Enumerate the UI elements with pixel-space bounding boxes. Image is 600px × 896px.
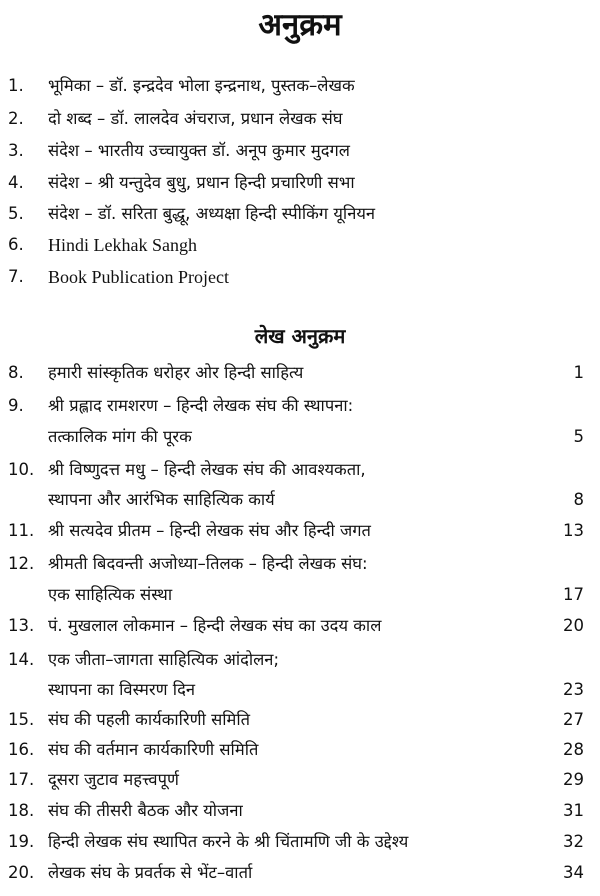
item-title: हिन्दी लेखक संघ स्थापित करने के श्री चिंतामणि जी के उद्देश्य: [48, 832, 409, 851]
item-number: 6.: [8, 235, 24, 254]
item-number: 7.: [8, 267, 24, 286]
page-number: 5: [573, 427, 584, 446]
toc-article-continuation: [48, 425, 584, 449]
item-number: 1.: [8, 76, 24, 95]
item-title: दूसरा जुटाव महत्त्वपूर्ण: [48, 770, 179, 789]
item-number: 17.: [8, 770, 35, 789]
page-title: अनुक्रम: [258, 7, 342, 43]
page-number: 31: [563, 801, 584, 820]
item-number: 9.: [8, 396, 24, 415]
item-title: एक जीता–जागता साहित्यिक आंदोलन;: [48, 650, 280, 669]
toc-article-continuation: [48, 583, 584, 607]
page-number: 27: [563, 710, 584, 729]
item-number: 13.: [8, 616, 35, 635]
item-number: 2.: [8, 109, 24, 128]
item-title-continued: स्थापना और आरंभिक साहित्यिक कार्य: [48, 490, 275, 509]
page-number: 1: [573, 363, 584, 382]
page-number: 28: [563, 740, 584, 759]
item-number: 15.: [8, 710, 35, 729]
item-title: श्री प्रह्लाद रामशरण – हिन्दी लेखक संघ की स्थापना:: [48, 396, 354, 415]
item-number: 11.: [8, 521, 35, 540]
item-title: पं. मुखलाल लोकमान – हिन्दी लेखक संघ का उदय काल: [48, 616, 382, 635]
page-number: 20: [563, 616, 584, 635]
page-number: 34: [563, 863, 584, 882]
item-number: 18.: [8, 801, 35, 820]
item-number: 10.: [8, 460, 35, 479]
item-title: लेखक संघ के प्रवर्तक से भेंट–वार्ता: [48, 863, 253, 882]
toc-article-continuation: [48, 678, 584, 702]
item-text: संदेश – डॉ. सरिता बुद्धू, अध्यक्षा हिन्दी स्पीकिंग यूनियन: [48, 204, 376, 223]
item-title: संघ की तीसरी बैठक और योजना: [48, 801, 243, 820]
item-title: श्री सत्यदेव प्रीतम – हिन्दी लेखक संघ और हिन्दी जगत: [48, 521, 371, 540]
item-number: 8.: [8, 363, 24, 382]
item-number: 12.: [8, 554, 35, 573]
item-text: Hindi Lekhak Sangh: [48, 235, 197, 255]
item-number: 5.: [8, 204, 24, 223]
item-text: संदेश – भारतीय उच्चायुक्त डॉ. अनूप कुमार मुदगल: [48, 141, 350, 160]
toc-article-continuation: [48, 488, 584, 512]
page-number: 29: [563, 770, 584, 789]
item-number: 3.: [8, 141, 24, 160]
page-number: 23: [563, 680, 584, 699]
page-number: 13: [563, 521, 584, 540]
item-number: 19.: [8, 832, 35, 851]
item-number: 16.: [8, 740, 35, 759]
page-number: 17: [563, 585, 584, 604]
item-title: संघ की पहली कार्यकारिणी समिति: [48, 710, 251, 729]
item-title: श्री विष्णुदत्त मधु – हिन्दी लेखक संघ की आवश्यकता,: [48, 460, 366, 479]
item-text: Book Publication Project: [48, 267, 229, 287]
item-number: 4.: [8, 173, 24, 192]
item-text: संदेश – श्री यन्तुदेव बुधु, प्रधान हिन्दी प्रचारिणी सभा: [48, 173, 355, 192]
item-title-continued: तत्कालिक मांग की पूरक: [48, 427, 192, 446]
item-title: श्रीमती बिदवन्ती अजोध्या–तिलक – हिन्दी लेखक संघ:: [48, 554, 368, 573]
page-number: 8: [573, 490, 584, 509]
item-title-continued: एक साहित्यिक संस्था: [48, 585, 173, 604]
item-number: 20.: [8, 863, 35, 882]
item-number: 14.: [8, 650, 35, 669]
item-title-continued: स्थापना का विस्मरण दिन: [48, 680, 195, 699]
item-title: हमारी सांस्कृतिक धरोहर ओर हिन्दी साहित्य: [48, 363, 304, 382]
section-title: लेख अनुक्रम: [254, 324, 346, 348]
page-number: 32: [563, 832, 584, 851]
item-text: दो शब्द – डॉ. लालदेव अंचराज, प्रधान लेखक संघ: [48, 109, 343, 128]
item-title: संघ की वर्तमान कार्यकारिणी समिति: [48, 740, 259, 759]
item-text: भूमिका – डॉ. इन्द्रदेव भोला इन्द्रनाथ, पुस्तक–लेखक: [48, 76, 355, 95]
